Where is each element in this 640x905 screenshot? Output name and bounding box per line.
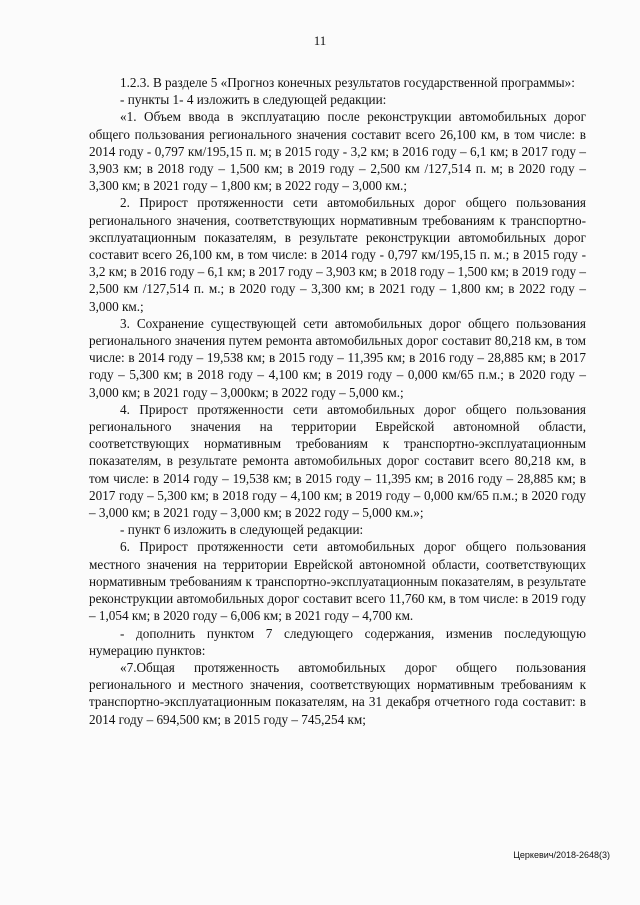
document-footer-code: Церкевич/2018-2648(3) (513, 850, 610, 860)
document-body (89, 74, 586, 728)
instruction-paragraph: - пункт 6 изложить в следующей редакции: (120, 522, 364, 538)
item-1-paragraph: «1. Объем ввода в эксплуатацию после реконструкции автомобильных дорог общего пользования регионального значения составит всего 26,100 км, в том числе: в 2014 году - 0,797 км/195,15 п. м; в 2015 году - 3,2 км; в 2016 году – 6,1 км; в 2017 году – 3,903 км; в 2018 году – 1,500 км; в 2019 году – 2,500 км /127,514 п. м; в 2020 году – 3,300 км; в 2021 году – 1,800 км; в 2022 году – 3,000 км.; (89, 109, 586, 194)
page-number: 11 (313, 33, 327, 48)
item-2-paragraph: 2. Прирост протяженности сети автомобильных дорог общего пользования регионального значения, соответствующих нормативным требованиям к транспортно-эксплуатационным показателям, в результате реконструкции автомобильных дорог составит всего 26,100 км, в том числе: в 2014 году - 0,797 км/195,15 п. м.; в 2015 году - 3,2 км; в 2016 году – 6,1 км; в 2017 году – 3,903 км; в 2018 году – 1,500 км; в 2019 году – 2,500 км /127,514 п. м.; в 2020 году – 3,300 км; в 2021 году – 1,800 км; в 2022 году – 3,000 км.; (89, 195, 586, 314)
instruction-paragraph: - дополнить пунктом 7 следующего содержания, изменив последующую нумерацию пунктов: (89, 625, 586, 658)
item-7-paragraph: «7.Общая протяженность автомобильных дорог общего пользования регионального и местного значения, соответствующих нормативным требованиям к транспортно-эксплуатационным показателям, на 31 декабря отчетного года составит: в 2014 году – 694,500 км; в 2015 году – 745,254 км; (89, 659, 586, 727)
item-3-paragraph: 3. Сохранение существующей сети автомобильных дорог общего пользования регионального значения путем ремонта автомобильных дорог составит 80,218 км, в том числе: в 2014 году – 19,538 км; в 2015 году – 11,395 км; в 2016 году – 28,885 км; в 2017 году – 5,300 км; в 2018 году – 4,100 км; в 2019 году – 0,000 км/65 п.м.; в 2020 году – 3,000 км; в 2021 году – 3,000км; в 2022 году – 5,000 км.; (89, 315, 586, 400)
item-6-paragraph: 6. Прирост протяженности сети автомобильных дорог общего пользования местного значения на территории Еврейской автономной области, соответствующих нормативным требованиям к транспортно-эксплуатационным показателям, в результате реконструкции автомобильных дорог составит всего 11,760 км, в том числе: в 2019 году – 1,054 км; в 2020 году – 6,006 км; в 2021 году – 4,700 км. (89, 539, 586, 624)
item-4-paragraph: 4. Прирост протяженности сети автомобильных дорог общего пользования регионального значения на территории Еврейской автономной области, соответствующих нормативным требованиям к транспортно-эксплуатационным показателям, в результате ремонта автомобильных дорог составит всего 80,218 км, в том числе: в 2014 году – 19,538 км; в 2015 году – 11,395 км; в 2016 году – 28,885 км; в 2017 году – 5,300 км; в 2018 году – 4,100 км; в 2019 году – 0,000 км/65 п.м.; в 2020 году – 3,000 км; в 2021 году – 3,000 км; в 2022 году – 5,000 км.»; (89, 401, 586, 521)
section-heading-paragraph: 1.2.3. В разделе 5 «Прогноз конечных результатов государственной программы»: (120, 75, 575, 90)
instruction-paragraph: - пункты 1- 4 изложить в следующей редакции: (120, 92, 387, 108)
